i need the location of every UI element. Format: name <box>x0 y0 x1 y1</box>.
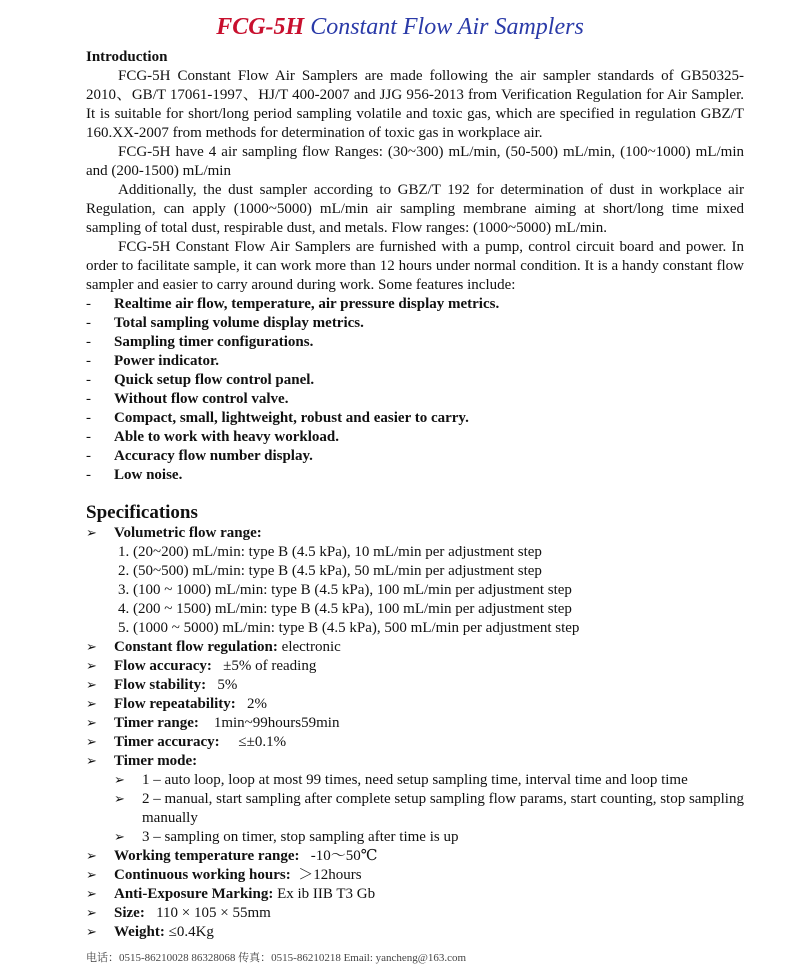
title-model: FCG-5H <box>216 14 305 40</box>
feature-item: - Without flow control valve. <box>86 391 289 407</box>
arrow-bullet-icon: ➢ <box>86 526 97 541</box>
arrow-bullet-icon: ➢ <box>114 830 125 845</box>
spec-item <box>86 904 744 923</box>
feature-item: - Low noise. <box>86 467 183 483</box>
arrow-bullet-icon: ➢ <box>86 640 97 655</box>
spec-value: Ex ib IIB T3 Gb <box>273 886 376 902</box>
flow-range-item: 4. (200 ~ 1500) mL/min: type B (4.5 kPa), 100 mL/min per adjustment step <box>118 601 572 617</box>
spec-value: ≤±0.1% <box>219 734 287 750</box>
spec-item <box>86 885 744 904</box>
feature-item: - Total sampling volume display metrics. <box>86 315 364 331</box>
feature-item: - Compact, small, lightweight, robust and easier to carry. <box>86 410 469 426</box>
feature-item: - Realtime air flow, temperature, air pressure display metrics. <box>86 296 500 312</box>
spec-item <box>86 733 744 752</box>
spec-value: 110 × 105 × 55mm <box>144 905 271 921</box>
spec-item <box>86 923 744 942</box>
timer-mode-item: ➢ 1 – auto loop, loop at most 99 times, need setup sampling time, interval time and loop time <box>114 772 688 788</box>
timer-mode-item: ➢ 3 – sampling on timer, stop sampling after time is up <box>114 829 459 845</box>
spec-value: -10～50℃ <box>299 848 378 864</box>
spec-value: 2% <box>235 696 268 712</box>
arrow-bullet-icon: ➢ <box>86 697 97 712</box>
arrow-bullet-icon: ➢ <box>86 754 97 769</box>
timer-mode-list <box>114 771 744 847</box>
intro-paragraph: FCG-5H have 4 air sampling flow Ranges: (30~300) mL/min, (50-500) mL/min, (100~1000) mL/min and (200-1500) mL/min <box>86 144 744 179</box>
spec-label: Flow repeatability: <box>114 696 236 712</box>
document-body <box>86 48 744 942</box>
spec-value: ＞12hours <box>290 867 362 883</box>
spec-label: Anti-Exposure Marking: <box>114 886 274 902</box>
spec-label: Weight: <box>114 924 165 940</box>
spec-item <box>86 638 744 657</box>
arrow-bullet-icon: ➢ <box>86 849 97 864</box>
spec-value: electronic <box>277 639 341 655</box>
spec-item <box>86 847 744 866</box>
arrow-bullet-icon: ➢ <box>86 716 97 731</box>
arrow-bullet-icon: ➢ <box>86 906 97 921</box>
title-text: Constant Flow Air Samplers <box>310 14 584 40</box>
spec-label: Timer accuracy: <box>114 734 220 750</box>
feature-item: - Able to work with heavy workload. <box>86 429 340 445</box>
spec-value: 5% <box>206 677 238 693</box>
arrow-bullet-icon: ➢ <box>86 659 97 674</box>
arrow-bullet-icon: ➢ <box>114 773 125 788</box>
intro-paragraph: Additionally, the dust sampler according to GBZ/T 192 for determination of dust in workplace air Regulation, can apply (1000~5000) mL/min air sampling membrane aiming at short/long time mixed sampling of total dust, respirable dust, and metals. Flow ranges: (1000~5000) mL/min. <box>86 182 744 236</box>
flow-range-item: 1. (20~200) mL/min: type B (4.5 kPa), 10 mL/min per adjustment step <box>118 544 542 560</box>
flow-range-list <box>114 543 744 638</box>
arrow-bullet-icon: ➢ <box>114 792 125 807</box>
spec-item <box>86 752 744 847</box>
spec-label: Working temperature range: <box>114 848 300 864</box>
flow-range-item: 5. (1000 ~ 5000) mL/min: type B (4.5 kPa), 500 mL/min per adjustment step <box>118 620 580 636</box>
spec-item <box>86 657 744 676</box>
spec-label: Flow accuracy: <box>114 658 212 674</box>
flow-range-item: 2. (50~500) mL/min: type B (4.5 kPa), 50 mL/min per adjustment step <box>118 563 542 579</box>
spec-label: Constant flow regulation: <box>114 639 278 655</box>
spec-label: Timer mode: <box>114 753 198 769</box>
spec-item <box>86 866 744 885</box>
spec-label: Timer range: <box>114 715 199 731</box>
feature-item: - Power indicator. <box>86 353 219 369</box>
spec-item <box>86 714 744 733</box>
feature-item: - Sampling timer configurations. <box>86 334 314 350</box>
arrow-bullet-icon: ➢ <box>86 678 97 693</box>
intro-paragraph: FCG-5H Constant Flow Air Samplers are furnished with a pump, control circuit board and power. In order to facilitate sample, it can work more than 12 hours under normal condition. It is a handy constant flow sampler and easier to carry around during work. Some features include: <box>86 239 744 293</box>
arrow-bullet-icon: ➢ <box>86 868 97 883</box>
spec-value: ≤0.4Kg <box>164 924 214 940</box>
specifications-heading: Specifications <box>86 502 198 523</box>
arrow-bullet-icon: ➢ <box>86 925 97 940</box>
timer-mode-item: ➢ 2 – manual, start sampling after complete setup sampling flow params, start counting, stop sampling manually <box>114 791 744 826</box>
spec-label: Volumetric flow range: <box>114 525 262 541</box>
spec-value: 1min~99hours59min <box>198 715 340 731</box>
spec-item <box>86 695 744 714</box>
arrow-bullet-icon: ➢ <box>86 735 97 750</box>
feature-item: - Quick setup flow control panel. <box>86 372 315 388</box>
flow-range-item: 3. (100 ~ 1000) mL/min: type B (4.5 kPa), 100 mL/min per adjustment step <box>118 582 572 598</box>
page-title <box>0 12 800 42</box>
spec-label: Size: <box>114 905 145 921</box>
spec-label: Flow stability: <box>114 677 207 693</box>
arrow-bullet-icon: ➢ <box>86 887 97 902</box>
feature-list <box>86 295 744 485</box>
intro-paragraph: FCG-5H Constant Flow Air Samplers are made following the air sampler standards of GB50325-2010、GB/T 17061-1997、HJ/T 400-2007 and JJG 956-2013 from Verification Regulation for Air Sampler. It is suitable for short/long period sampling volatile and toxic gas, which are specified in regulation GBZ/T 160.XX-2007 from methods for determination of toxic gas in workplace air. <box>86 68 744 141</box>
intro-heading: Introduction <box>86 49 168 65</box>
page-footer: 电话：0515-86210028 86328068 传真：0515-86210218 Email: yancheng@163.com <box>86 952 467 964</box>
spec-item <box>86 524 744 638</box>
spec-list <box>86 524 744 942</box>
spec-value: ±5% of reading <box>211 658 317 674</box>
spec-item <box>86 676 744 695</box>
spec-label: Continuous working hours: <box>114 867 291 883</box>
feature-item: - Accuracy flow number display. <box>86 448 313 464</box>
